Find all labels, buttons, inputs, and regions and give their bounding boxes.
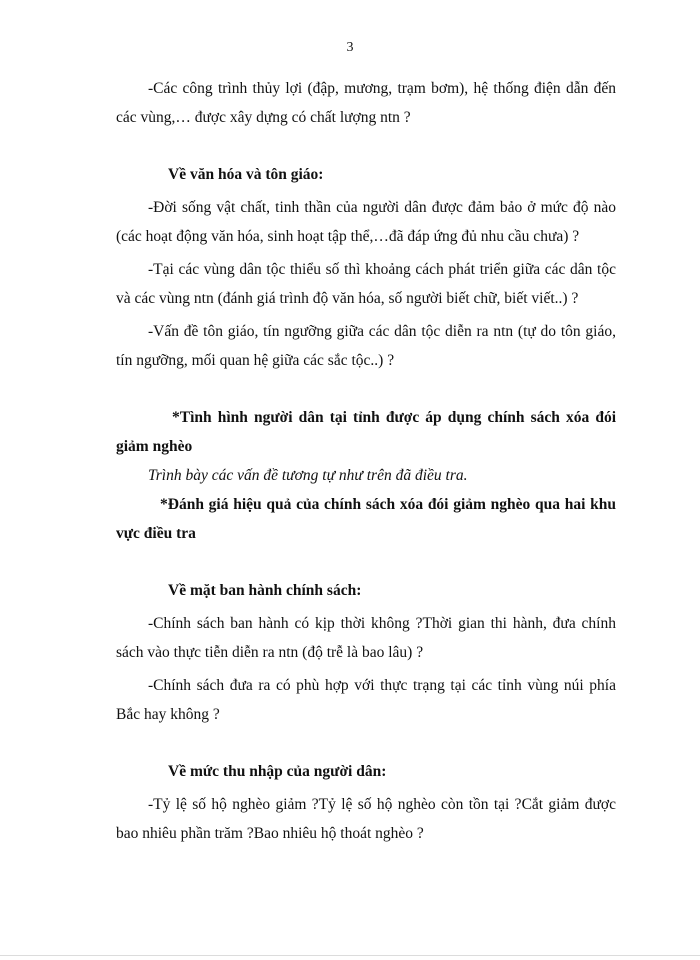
page-bottom-edge: [0, 955, 700, 956]
heading-poverty-status: *Tình hình người dân tại tỉnh được áp dụng chính sách xóa đói giảm nghèo: [116, 409, 616, 455]
document-body: [116, 74, 616, 848]
heading-culture-religion: Về văn hóa và tôn giáo:: [168, 166, 324, 183]
heading-income-level: Về mức thu nhập của người dân:: [168, 763, 387, 780]
note-similar-issues: Trình bày các vấn đề tương tự như trên đã điều tra.: [148, 467, 468, 484]
paragraph-poverty-rate: -Tỷ lệ số hộ nghèo giảm ?Tỷ lệ số hộ nghèo còn tồn tại ?Cắt giảm được bao nhiêu phần trăm ?Bao nhiêu hộ thoát nghèo ?: [116, 796, 616, 842]
paragraph-policy-timeliness: -Chính sách ban hành có kịp thời không ?Thời gian thi hành, đưa chính sách vào thực tiễn diễn ra ntn (độ trễ là bao lâu) ?: [116, 615, 616, 661]
heading-policy-issuance: Về mặt ban hành chính sách:: [168, 582, 362, 599]
paragraph-living-standards: -Đời sống vật chất, tinh thần của người dân được đảm bảo ở mức độ nào (các hoạt động văn hóa, sinh hoạt tập thể,…đã đáp ứng đủ nhu cầu chưa) ?: [116, 199, 616, 245]
paragraph-policy-suitability: -Chính sách đưa ra có phù hợp với thực trạng tại các tỉnh vùng núi phía Bắc hay không ?: [116, 677, 616, 723]
paragraph-irrigation: -Các công trình thủy lợi (đập, mương, trạm bơm), hệ thống điện dẫn đến các vùng,… được xây dựng có chất lượng ntn ?: [116, 80, 616, 126]
paragraph-religion: -Vấn đề tôn giáo, tín ngưỡng giữa các dân tộc diễn ra ntn (tự do tôn giáo, tín ngưỡng, mối quan hệ giữa các sắc tộc..) ?: [116, 323, 616, 369]
spacer: [116, 548, 616, 576]
heading-policy-evaluation: *Đánh giá hiệu quả của chính sách xóa đói giảm nghèo qua hai khu vực điều tra: [116, 496, 616, 542]
page-number: 3: [346, 40, 354, 55]
spacer: [116, 132, 616, 160]
spacer: [116, 729, 616, 757]
paragraph-ethnic-gap: -Tại các vùng dân tộc thiểu số thì khoảng cách phát triển giữa các dân tộc và các vùng ntn (đánh giá trình độ văn hóa, số người biết chữ, biết viết..) ?: [116, 261, 616, 307]
spacer: [116, 375, 616, 403]
